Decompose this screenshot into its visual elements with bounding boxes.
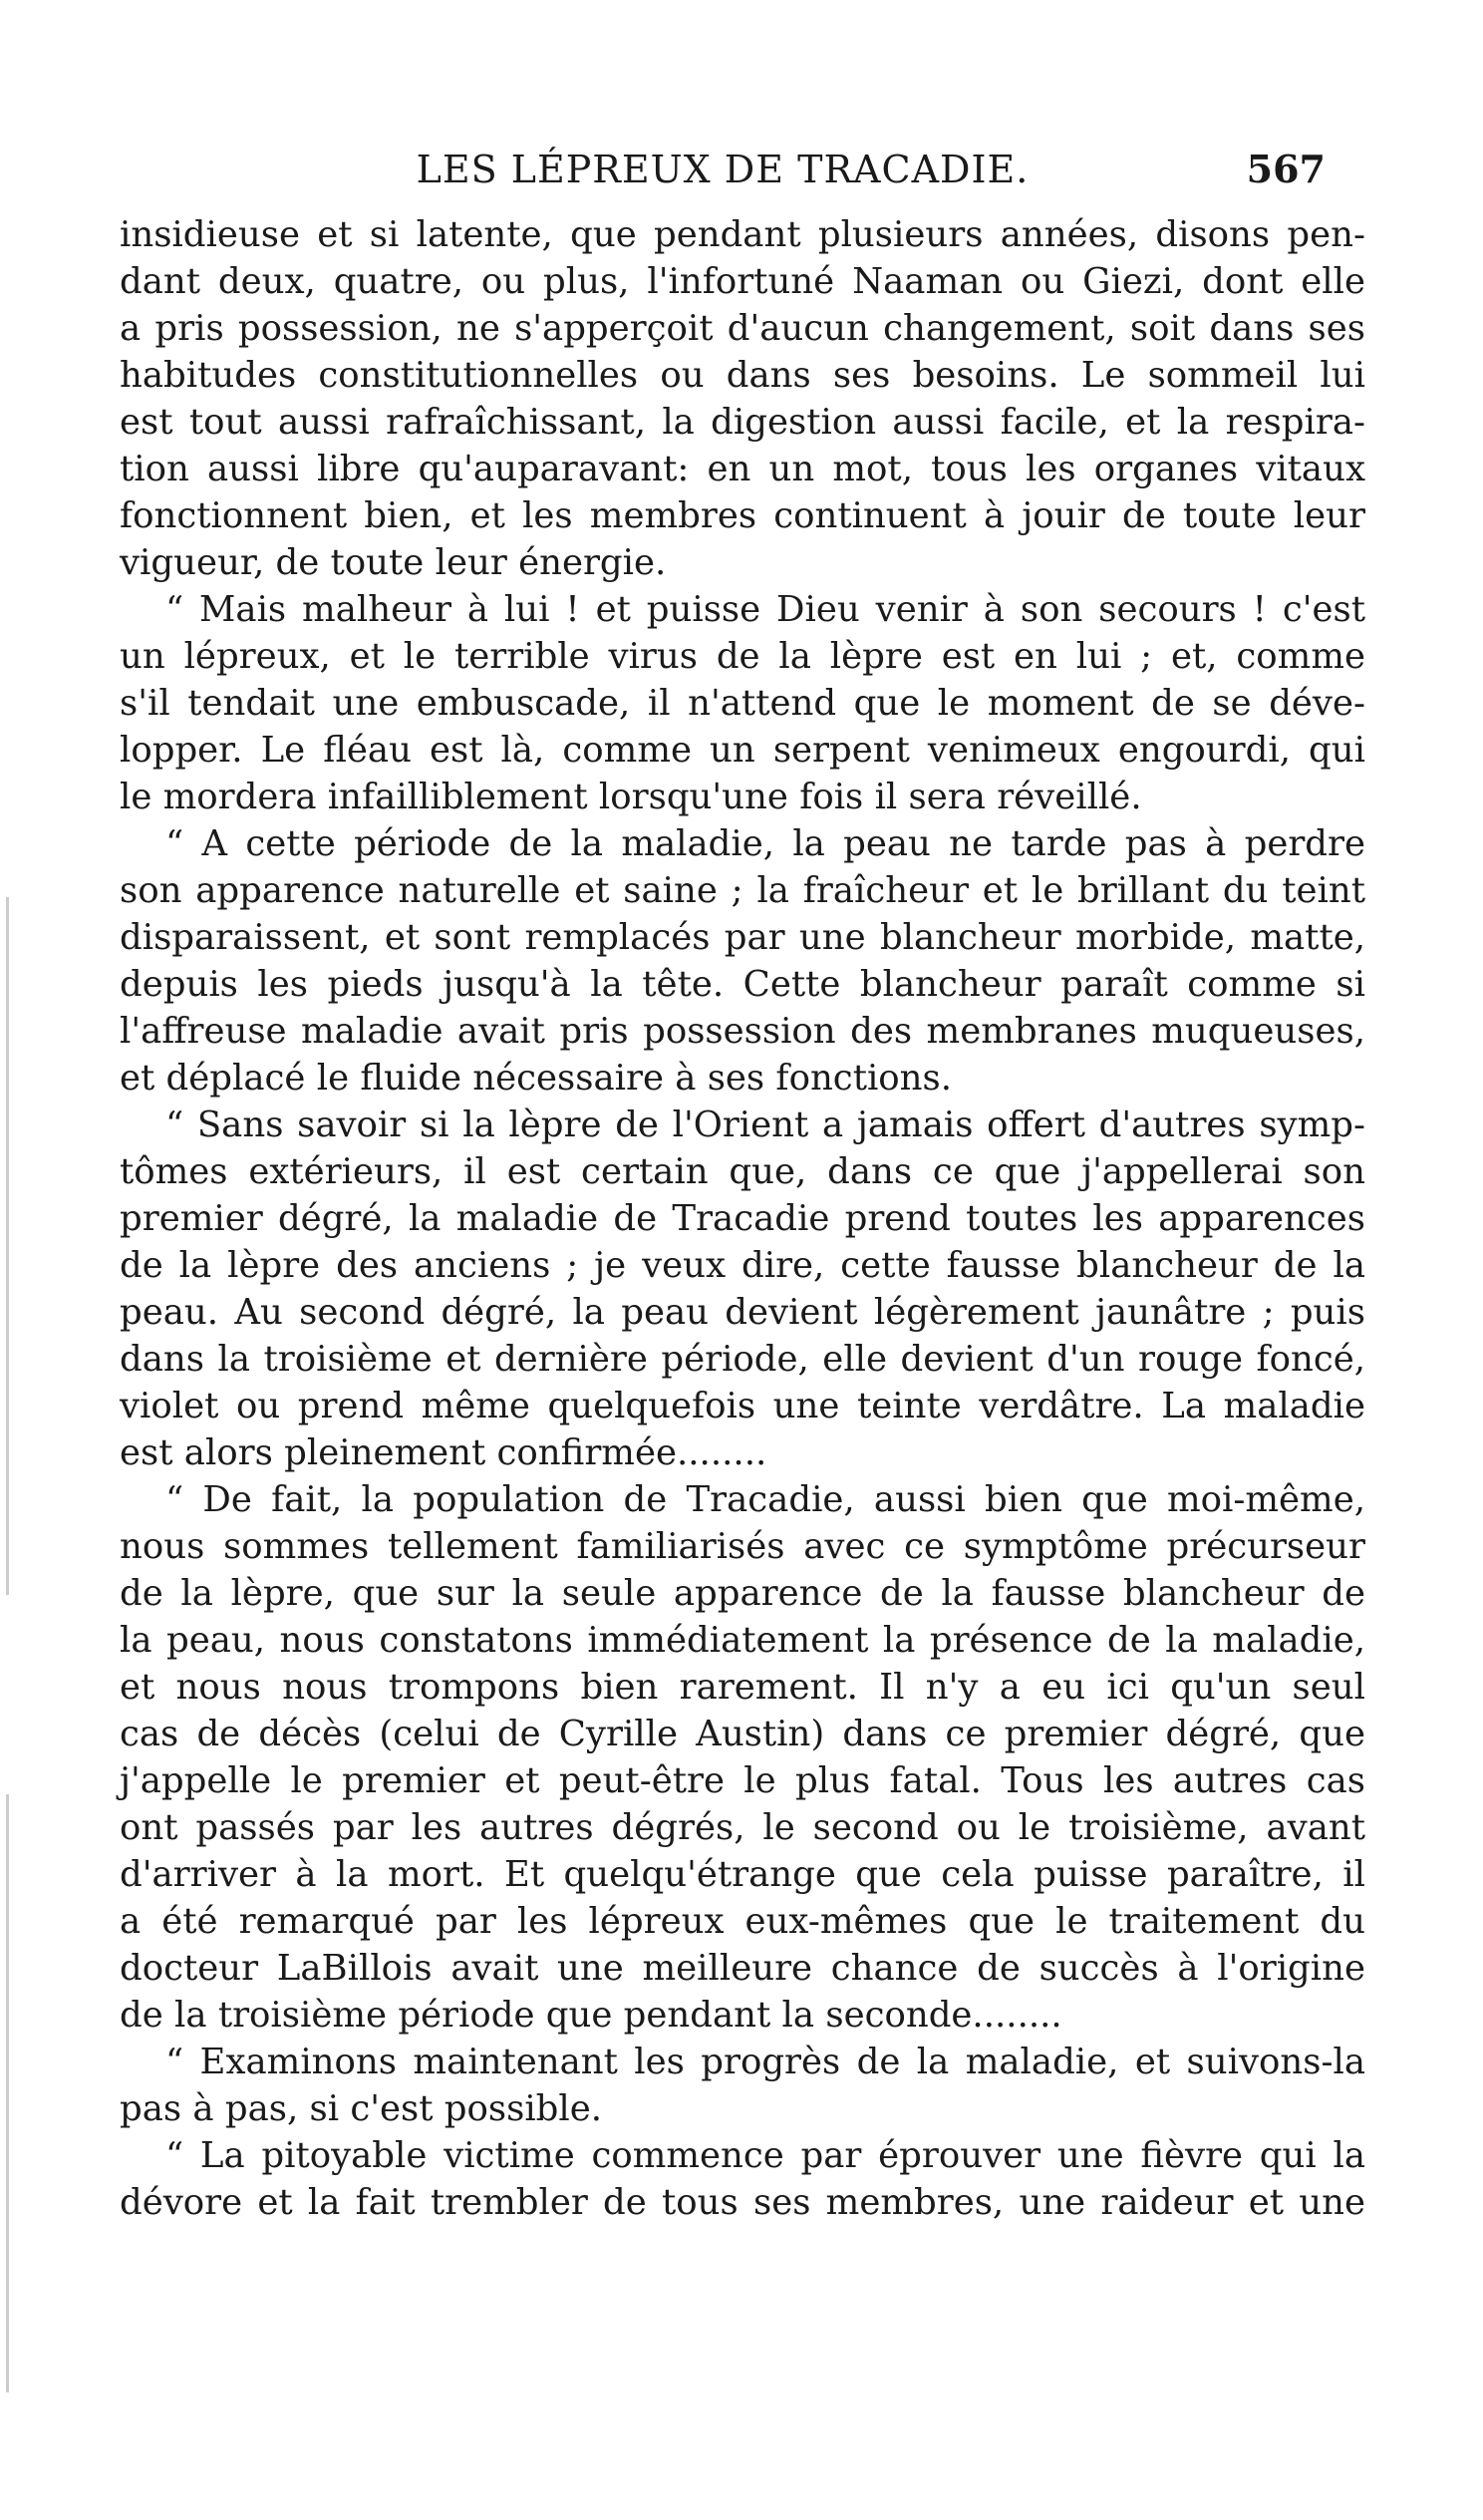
- text-line: tômes extérieurs, il est certain que, dans ce que j'appellerai son: [120, 1151, 1365, 1192]
- text-line: est alors pleinement confirmée........: [120, 1432, 767, 1473]
- text-line: “ A cette période de la maladie, la peau ne tarde pas à perdre: [165, 823, 1365, 864]
- text-line: lopper. Le fléau est là, comme un serpent venimeux engourdi, qui: [120, 730, 1365, 771]
- text-line: docteur LaBillois avait une meilleure chance de succès à l'origine: [120, 1948, 1365, 1989]
- text-line: “ La pitoyable victime commence par éprouver une fièvre qui la: [165, 2135, 1365, 2176]
- text-line: vigueur, de toute leur énergie.: [120, 542, 667, 583]
- page-header: [120, 140, 1326, 199]
- text-line: s'il tendait une embuscade, il n'attend que le moment de se déve-: [120, 683, 1365, 724]
- text-line: habitudes constitutionnelles ou dans ses besoins. Le sommeil lui: [120, 355, 1365, 396]
- text-line: a été remarqué par les lépreux eux-mêmes que le traitement du: [120, 1901, 1365, 1942]
- text-line: violet ou prend même quelquefois une teinte verdâtre. La maladie: [120, 1386, 1365, 1426]
- scan-gutter-mark: [6, 1794, 9, 2392]
- text-line: “ Examinons maintenant les progrès de la maladie, et suivons-la: [165, 2042, 1365, 2082]
- text-line: tion aussi libre qu'auparavant: en un mot, tous les organes vitaux: [120, 449, 1365, 489]
- paragraph: [120, 2039, 1365, 2132]
- text-line: “ Sans savoir si la lèpre de l'Orient a jamais offert d'autres symp-: [165, 1104, 1365, 1145]
- text-line: de la troisième période que pendant la seconde........: [120, 1995, 1062, 2036]
- text-line: peau. Au second dégré, la peau devient légèrement jaunâtre ; puis: [120, 1292, 1365, 1333]
- text-line: est tout aussi rafraîchissant, la digestion aussi facile, et la respira-: [120, 402, 1365, 443]
- text-line: cas de décès (celui de Cyrille Austin) dans ce premier dégré, que: [120, 1714, 1365, 1754]
- text-line: l'affreuse maladie avait pris possession des membranes muqueuses,: [120, 1011, 1365, 1052]
- text-line: nous sommes tellement familiarisés avec ce symptôme précurseur: [120, 1526, 1365, 1567]
- text-line: d'arriver à la mort. Et quelqu'étrange que cela puisse paraître, il: [120, 1854, 1365, 1895]
- text-line: pas à pas, si c'est possible.: [120, 2088, 603, 2129]
- paragraph: [120, 2132, 1365, 2226]
- paragraph: [120, 1102, 1365, 1476]
- scan-gutter-mark: [6, 897, 9, 1595]
- paragraph: [120, 211, 1365, 586]
- text-line: “ Mais malheur à lui ! et puisse Dieu venir à son secours ! c'est: [165, 589, 1365, 630]
- text-line: la peau, nous constatons immédiatement la présence de la maladie,: [120, 1620, 1365, 1661]
- paragraph: [120, 820, 1365, 1102]
- text-line: un lépreux, et le terrible virus de la lèpre est en lui ; et, comme: [120, 636, 1365, 677]
- text-line: ont passés par les autres dégrés, le second ou le troisième, avant: [120, 1807, 1365, 1848]
- text-line: de la lèpre des anciens ; je veux dire, cette fausse blancheur de la: [120, 1245, 1365, 1286]
- text-line: depuis les pieds jusqu'à la tête. Cette blancheur paraît comme si: [120, 964, 1365, 1005]
- text-line: insidieuse et si latente, que pendant plusieurs années, disons pen-: [120, 214, 1365, 255]
- text-line: premier dégré, la maladie de Tracadie prend toutes les apparences: [120, 1198, 1365, 1239]
- text-line: a pris possession, ne s'apperçoit d'aucun changement, soit dans ses: [120, 308, 1365, 349]
- body-text: [120, 211, 1365, 2226]
- text-line: “ De fait, la population de Tracadie, aussi bien que moi-même,: [165, 1479, 1365, 1520]
- text-line: fonctionnent bien, et les membres continuent à jouir de toute leur: [120, 495, 1365, 536]
- text-line: le mordera infailliblement lorsqu'une fois il sera réveillé.: [120, 777, 1142, 817]
- text-line: dant deux, quatre, ou plus, l'infortuné Naaman ou Giezi, dont elle: [120, 261, 1365, 302]
- paragraph: [120, 586, 1365, 820]
- text-line: et nous nous trompons bien rarement. Il n'y a eu ici qu'un seul: [120, 1667, 1365, 1708]
- text-line: de la lèpre, que sur la seule apparence de la fausse blancheur de: [120, 1573, 1365, 1614]
- text-line: dévore et la fait trembler de tous ses membres, une raideur et une: [120, 2182, 1365, 2223]
- running-title: LES LÉPREUX DE TRACADIE.: [416, 148, 1030, 191]
- text-line: dans la troisième et dernière période, elle devient d'un rouge foncé,: [120, 1339, 1365, 1380]
- page-number: 567: [1246, 147, 1326, 191]
- paragraph: [120, 1476, 1365, 2039]
- text-line: et déplacé le fluide nécessaire à ses fonctions.: [120, 1058, 953, 1099]
- text-line: j'appelle le premier et peut-être le plus fatal. Tous les autres cas: [120, 1760, 1365, 1801]
- text-line: son apparence naturelle et saine ; la fraîcheur et le brillant du teint: [120, 870, 1365, 911]
- text-line: disparaissent, et sont remplacés par une blancheur morbide, matte,: [120, 917, 1365, 958]
